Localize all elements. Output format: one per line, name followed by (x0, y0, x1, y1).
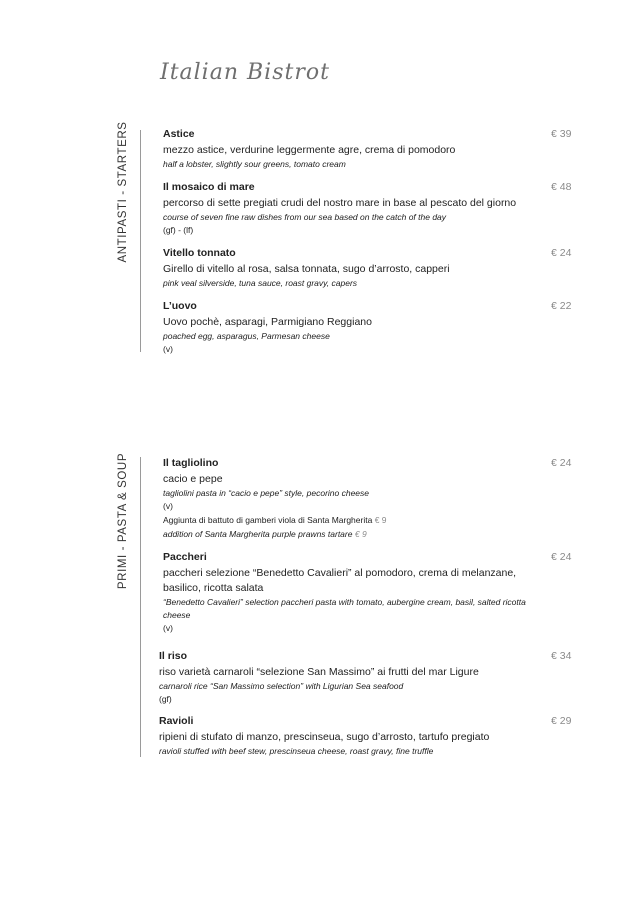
dietary-tags: (v) (163, 623, 173, 633)
dish-price: € 48 (551, 181, 572, 193)
dish-description-en: tagliolini pasta in “cacio e pepe” style, pecorino cheese (163, 488, 370, 498)
menu-item (159, 715, 572, 758)
dish-name: Il tagliolino (163, 457, 219, 469)
addon-en (163, 527, 573, 541)
dish-name: Il mosaico di mare (163, 181, 255, 193)
section-title: ANTIPASTI - STARTERS (117, 121, 129, 263)
menu-item (163, 247, 573, 290)
dietary-tags: (gf) (159, 694, 172, 704)
restaurant-logo: Italian Bistrot (160, 60, 330, 85)
dish-name: L’uovo (163, 300, 197, 312)
dish-price: € 22 (551, 300, 572, 312)
dish-description-en: course of seven fine raw dishes from our sea based on the catch of the day (163, 212, 447, 222)
section-title-wrap (112, 121, 134, 263)
dish-description-en: “Benedetto Cavalieri” selection paccheri pasta with tomato, aubergine cream, basil, salted ricotta cheese (163, 597, 526, 620)
dish-description-en: pink veal silverside, tuna sauce, roast gravy, capers (163, 278, 358, 288)
dish-description-it: mezzo astice, verdurine leggermente agre, crema di pomodoro (163, 144, 456, 156)
dish-description-it: riso varietà carnaroli “selezione San Massimo” ai frutti del mar Ligure (159, 666, 479, 678)
dish-description-it: paccheri selezione “Benedetto Cavalieri” al pomodoro, crema di melanzane, basilico, ricotta salata (163, 567, 517, 594)
addon-text-en: addition of Santa Margherita purple prawns tartare (163, 529, 353, 539)
menu-item (163, 128, 573, 171)
dish-price: € 24 (551, 457, 572, 469)
dish-price: € 24 (551, 247, 572, 259)
section-divider (140, 130, 141, 352)
menu-item (159, 650, 572, 706)
dish-description-en: poached egg, asparagus, Parmesan cheese (163, 331, 330, 341)
dish-price: € 39 (551, 128, 572, 140)
dish-description-en: ravioli stuffed with beef stew, prescinseua cheese, roast gravy, fine truffle (159, 746, 434, 756)
dish-price: € 29 (551, 715, 572, 727)
addon-text-it: Aggiunta di battuto di gamberi viola di Santa Margherita (163, 515, 373, 525)
menu-item (163, 457, 573, 541)
dish-price: € 34 (551, 650, 572, 662)
dish-description-en: carnaroli rice “San Massimo selection” with Ligurian Sea seafood (159, 681, 404, 691)
section-divider (140, 457, 141, 757)
menu-item (163, 300, 573, 356)
dish-description-it: Uovo pochè, asparagi, Parmigiano Reggiano (163, 316, 372, 328)
dietary-tags: (v) (163, 344, 173, 354)
addon-price: € 9 (374, 515, 387, 525)
dietary-tags: (gf) - (lf) (163, 225, 194, 235)
dish-price: € 24 (551, 551, 572, 563)
dish-name: Astice (163, 128, 195, 140)
dish-name: Paccheri (163, 551, 207, 563)
dietary-tags: (v) (163, 501, 173, 511)
menu-item (163, 551, 548, 635)
dish-description-it: Girello di vitello al rosa, salsa tonnata, sugo d’arrosto, capperi (163, 263, 450, 275)
dish-description-it: percorso di sette pregiati crudi del nostro mare in base al pescato del giorno (163, 197, 517, 209)
dish-description-it: cacio e pepe (163, 473, 223, 485)
dish-description-it: ripieni di stufato di manzo, prescinseua, sugo d’arrosto, tartufo pregiato (159, 731, 490, 743)
dish-name: Vitello tonnato (163, 247, 236, 259)
addon-price: € 9 (354, 529, 367, 539)
addon-it (163, 513, 573, 527)
dish-name: Il riso (159, 650, 188, 662)
section-title-wrap (112, 452, 134, 590)
dish-description-en: half a lobster, slightly sour greens, tomato cream (163, 159, 346, 169)
section-title: PRIMI - PASTA & SOUP (117, 452, 129, 590)
menu-item (163, 181, 573, 237)
dish-name: Ravioli (159, 715, 194, 727)
